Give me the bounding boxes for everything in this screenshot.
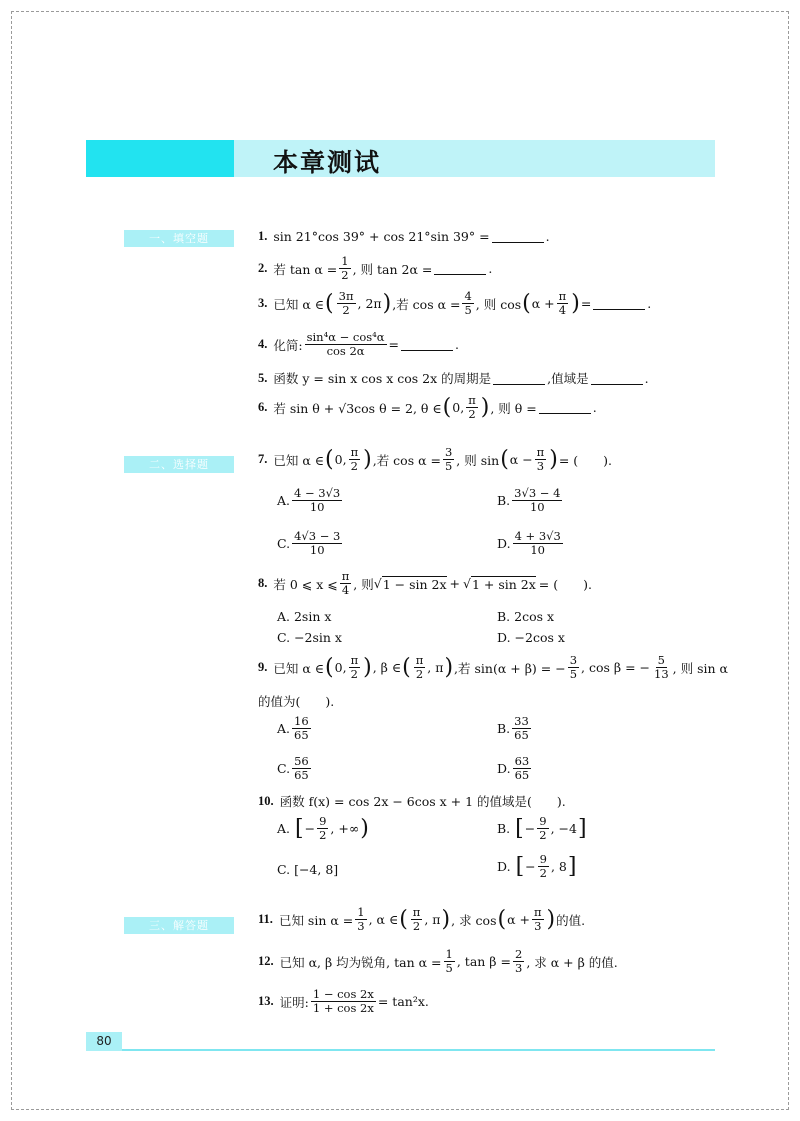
- option-b[interactable]: [497, 715, 533, 742]
- left-paren: (: [500, 446, 509, 472]
- left-bracket: [: [295, 815, 304, 841]
- question-number: 7.: [258, 452, 268, 467]
- question-number: 12.: [258, 954, 274, 969]
- numerator: π: [341, 569, 350, 583]
- fraction: [466, 394, 478, 421]
- fraction: [317, 815, 328, 842]
- question-text: =: [580, 296, 592, 312]
- question-text: 的值.: [556, 912, 586, 928]
- denominator: 5: [444, 459, 453, 474]
- question-text: 函数 y = sin x cos x cos 2x 的周期是: [273, 371, 492, 386]
- question-text: α +: [531, 296, 555, 312]
- question-text: , 求 cos: [451, 912, 497, 928]
- footer-rule: [86, 1049, 715, 1051]
- question-10: [258, 792, 566, 810]
- option-label: B.: [497, 493, 511, 509]
- question-text: = ( ).: [538, 576, 592, 592]
- right-bracket: ]: [567, 853, 577, 879]
- question-7: [258, 446, 612, 473]
- section-answer: 三、解答题: [124, 917, 234, 934]
- option-b[interactable]: [497, 487, 564, 514]
- option-label: A.: [277, 821, 291, 837]
- numerator: 4: [464, 289, 472, 303]
- numerator: 33: [514, 714, 529, 728]
- numerator: sin⁴α − cos⁴α: [306, 330, 385, 344]
- question-number: 4.: [258, 337, 268, 352]
- question-number: 10.: [258, 793, 274, 808]
- question-text: 已知 sin α =: [278, 912, 354, 928]
- numerator: 1: [341, 254, 349, 268]
- denominator: 65: [514, 768, 530, 783]
- question-text: 0,: [334, 452, 347, 468]
- question-number: 1.: [258, 229, 268, 243]
- section-multiple-choice: 二、选择题: [124, 456, 234, 473]
- question-text: , 则 sin α: [672, 660, 728, 676]
- question-text: , 则 tan 2α =: [352, 261, 433, 277]
- chapter-test-title: 本章测试: [273, 148, 382, 177]
- question-3: [258, 290, 651, 317]
- page-number: 80: [86, 1032, 122, 1051]
- question-12: [258, 948, 618, 975]
- left-paren: (: [325, 654, 334, 680]
- question-text: , 则 θ =: [490, 400, 537, 416]
- question-text: , 求 α + β 的值.: [526, 954, 618, 970]
- fraction: [532, 906, 544, 933]
- question-text: 0,: [452, 400, 465, 416]
- option-label: B.: [497, 821, 511, 837]
- question-text: ,值域是: [547, 371, 589, 386]
- option-d[interactable]: [497, 853, 577, 880]
- question-text: , 则: [353, 576, 374, 592]
- option-label: D.: [497, 859, 511, 875]
- numerator: 4√3 − 3: [294, 529, 341, 543]
- left-bracket: [: [515, 815, 524, 841]
- right-paren: ): [444, 654, 454, 680]
- option-c[interactable]: [277, 530, 344, 557]
- question-number: 9.: [258, 660, 268, 675]
- question-text: , 则 cos: [475, 296, 522, 312]
- left-paren: (: [325, 290, 334, 316]
- right-paren: ): [441, 906, 451, 932]
- option-text: , 8: [550, 859, 567, 875]
- fraction: [512, 487, 562, 514]
- period: .: [644, 370, 649, 386]
- question-9: [258, 654, 728, 681]
- right-paren: ): [546, 906, 556, 932]
- question-text: , α ∈: [368, 912, 399, 928]
- right-paren: ): [571, 290, 580, 316]
- question-13: [258, 988, 429, 1015]
- numerator: 3: [444, 445, 453, 459]
- option-a[interactable]: [277, 487, 344, 514]
- numerator: 3π: [338, 289, 354, 303]
- option-label: A.: [277, 493, 291, 509]
- numerator: π: [468, 393, 476, 407]
- right-bracket: ]: [577, 815, 587, 841]
- denominator: 3: [536, 459, 545, 474]
- option-c[interactable]: C. −2sin x: [277, 630, 342, 645]
- fraction: [538, 853, 549, 880]
- fraction: [513, 530, 563, 557]
- denominator: 2: [412, 919, 421, 934]
- minus-sign: −: [525, 859, 536, 875]
- question-text: 0,: [334, 660, 347, 676]
- numerator: 1: [357, 905, 365, 919]
- period: .: [488, 261, 493, 277]
- minus-sign: −: [524, 821, 536, 837]
- fraction: [292, 487, 342, 514]
- question-number: 5.: [258, 370, 268, 385]
- numerator: 9: [539, 814, 547, 828]
- question-text: 函数 f(x) = cos 2x − 6cos x + 1 的值域是( ).: [279, 794, 566, 809]
- fraction: [557, 290, 569, 317]
- denominator: 5: [445, 961, 453, 976]
- denominator: 5: [464, 303, 472, 318]
- denominator: 1 + cos 2x: [312, 1001, 374, 1016]
- question-text: 若 tan α =: [273, 261, 338, 277]
- question-text: ,若 sin(α + β) = −: [454, 660, 566, 676]
- fraction: [537, 815, 548, 842]
- question-number: 2.: [258, 261, 268, 276]
- fraction: [443, 446, 454, 473]
- question-11: [258, 906, 585, 933]
- denominator: 4: [558, 303, 567, 318]
- question-text: , π: [424, 912, 441, 928]
- title-accent-block: [86, 140, 234, 177]
- denominator: 65: [514, 728, 529, 743]
- numerator: π: [415, 653, 424, 667]
- option-d[interactable]: [497, 755, 533, 782]
- question-6: [258, 394, 597, 421]
- numerator: 3√3 − 4: [514, 486, 561, 500]
- question-text: , 2π: [357, 296, 382, 312]
- numerator: 2: [514, 947, 523, 961]
- sqrt-sign: √: [373, 576, 382, 592]
- option-label: C.: [277, 761, 291, 777]
- denominator: cos 2α: [326, 344, 365, 359]
- denominator: 4: [341, 583, 350, 598]
- question-number: 11.: [258, 912, 273, 927]
- denominator: 3: [357, 919, 365, 934]
- question-number: 3.: [258, 296, 268, 311]
- question-text: , π: [427, 660, 444, 676]
- denominator: 10: [309, 543, 325, 558]
- answer-blank[interactable]: [593, 297, 645, 310]
- answer-blank[interactable]: [492, 230, 544, 243]
- option-a[interactable]: [277, 715, 313, 742]
- denominator: 2: [342, 303, 350, 318]
- period: .: [647, 296, 652, 312]
- option-text: , −4: [550, 821, 577, 837]
- fraction: [414, 654, 426, 681]
- denominator: 10: [309, 500, 325, 515]
- question-text: sin 21°cos 39° + cos 21°sin 39° =: [273, 229, 490, 244]
- plus-sign: +: [449, 576, 460, 592]
- question-text: α −: [509, 452, 533, 468]
- fraction: [337, 290, 356, 317]
- question-9-line-2: 的值为( ).: [258, 694, 335, 709]
- fraction: [513, 755, 532, 782]
- option-label: B.: [497, 721, 511, 737]
- fraction: [411, 906, 423, 933]
- question-2: [258, 255, 492, 282]
- question-text: 若 0 ⩽ x ⩽: [273, 576, 338, 592]
- numerator: π: [533, 905, 542, 919]
- fraction: [349, 654, 361, 681]
- option-a[interactable]: A. 2sin x: [277, 609, 332, 624]
- period: .: [545, 229, 550, 244]
- fraction: [355, 906, 366, 933]
- option-b[interactable]: B. 2cos x: [497, 609, 555, 624]
- period-blank[interactable]: [493, 372, 545, 385]
- question-text: 已知 α ∈: [273, 660, 325, 676]
- answer-blank[interactable]: [539, 401, 591, 414]
- question-text: 已知 α ∈: [273, 296, 325, 312]
- option-b[interactable]: [497, 815, 588, 842]
- numerator: 5: [657, 653, 665, 667]
- question-text: , β ∈: [372, 660, 402, 676]
- question-text: =: [388, 337, 400, 353]
- option-label: D.: [497, 536, 511, 552]
- left-bracket: [: [515, 853, 525, 879]
- option-c[interactable]: C. [−4, 8]: [277, 862, 339, 877]
- right-paren: ): [549, 446, 558, 472]
- period: .: [455, 337, 460, 353]
- question-text: , 则 sin: [456, 452, 500, 468]
- question-text: , tan β =: [456, 954, 511, 970]
- section-fill-in: 一、填空题: [124, 230, 234, 247]
- question-text: 已知 α ∈: [273, 452, 325, 468]
- option-c[interactable]: [277, 755, 313, 782]
- question-text: 已知 α, β 均为锐角, tan α =: [279, 954, 442, 970]
- denominator: 13: [654, 667, 669, 682]
- denominator: 2: [468, 407, 476, 422]
- denominator: 10: [529, 500, 545, 515]
- sqrt-sign: √: [463, 576, 471, 592]
- denominator: 2: [341, 268, 349, 283]
- range-blank[interactable]: [591, 372, 643, 385]
- question-text: ,若 cos α =: [392, 296, 461, 312]
- question-text: ,若 cos α =: [372, 452, 441, 468]
- left-paren: (: [522, 290, 531, 316]
- left-paren: (: [497, 906, 507, 932]
- fraction: [462, 290, 473, 317]
- right-paren: ): [480, 394, 490, 420]
- minus-sign: −: [304, 821, 316, 837]
- fraction: [513, 948, 524, 975]
- answer-blank[interactable]: [401, 338, 453, 351]
- denominator: 2: [350, 667, 358, 682]
- right-paren: ): [382, 290, 392, 316]
- denominator: 10: [530, 543, 545, 558]
- numerator: 16: [294, 714, 309, 728]
- denominator: 2: [350, 459, 358, 474]
- denominator: 2: [539, 866, 547, 881]
- fraction: [292, 530, 342, 557]
- numerator: π: [350, 653, 359, 667]
- question-number: 6.: [258, 400, 268, 415]
- fraction: [535, 446, 547, 473]
- numerator: π: [558, 289, 567, 303]
- numerator: π: [350, 445, 359, 459]
- question-text: 若 sin θ + √3cos θ = 2, θ ∈: [273, 400, 442, 416]
- numerator: 1 − cos 2x: [312, 987, 374, 1001]
- fraction: [292, 715, 311, 742]
- question-text: 化简:: [273, 337, 303, 353]
- denominator: 5: [569, 667, 578, 682]
- right-paren: ): [360, 815, 369, 841]
- option-d[interactable]: [497, 530, 565, 557]
- fraction: [340, 570, 352, 597]
- denominator: 2: [415, 667, 424, 682]
- radicand: 1 + sin 2x: [471, 576, 536, 592]
- fraction: [444, 948, 455, 975]
- denominator: 3: [514, 961, 523, 976]
- numerator: π: [412, 905, 421, 919]
- numerator: 9: [539, 852, 547, 866]
- option-text: , +∞: [330, 821, 360, 837]
- option-label: A.: [277, 721, 291, 737]
- question-text: , cos β = −: [581, 660, 651, 676]
- fraction: [568, 654, 579, 681]
- radicand: 1 − sin 2x: [382, 576, 447, 592]
- answer-blank[interactable]: [434, 262, 486, 275]
- numerator: 4 + 3√3: [514, 529, 561, 543]
- numerator: π: [536, 445, 545, 459]
- left-paren: (: [325, 446, 334, 472]
- question-text: α +: [507, 912, 530, 928]
- left-paren: (: [399, 906, 408, 932]
- numerator: 63: [514, 754, 530, 768]
- denominator: 65: [294, 768, 309, 783]
- question-1: [258, 229, 550, 244]
- denominator: 2: [539, 828, 547, 843]
- denominator: 65: [294, 728, 309, 743]
- numerator: 3: [569, 653, 578, 667]
- question-text: 证明:: [279, 994, 309, 1010]
- left-paren: (: [442, 394, 452, 420]
- option-label: C.: [277, 536, 291, 552]
- numerator: 9: [319, 814, 327, 828]
- fraction: [311, 988, 376, 1015]
- question-number: 8.: [258, 576, 268, 591]
- numerator: 56: [294, 754, 309, 768]
- right-paren: ): [363, 654, 372, 680]
- fraction: [292, 755, 311, 782]
- option-a[interactable]: [277, 815, 370, 842]
- fraction: [349, 446, 361, 473]
- option-d[interactable]: D. −2cos x: [497, 630, 565, 645]
- numerator: 1: [445, 947, 453, 961]
- question-8: [258, 570, 592, 597]
- question-4: [258, 331, 459, 358]
- fraction: [652, 654, 671, 681]
- question-text: = ( ).: [558, 452, 613, 468]
- question-number: 13.: [258, 994, 274, 1009]
- question-5: [258, 369, 649, 387]
- denominator: 3: [534, 919, 542, 934]
- right-paren: ): [363, 446, 372, 472]
- option-label: D.: [497, 761, 511, 777]
- fraction: [512, 715, 531, 742]
- fraction: [305, 331, 387, 358]
- period: .: [592, 400, 597, 416]
- fraction: [339, 255, 350, 282]
- left-paren: (: [402, 654, 411, 680]
- denominator: 2: [319, 828, 327, 843]
- question-text: = tan²x.: [377, 994, 429, 1010]
- numerator: 4 − 3√3: [294, 486, 341, 500]
